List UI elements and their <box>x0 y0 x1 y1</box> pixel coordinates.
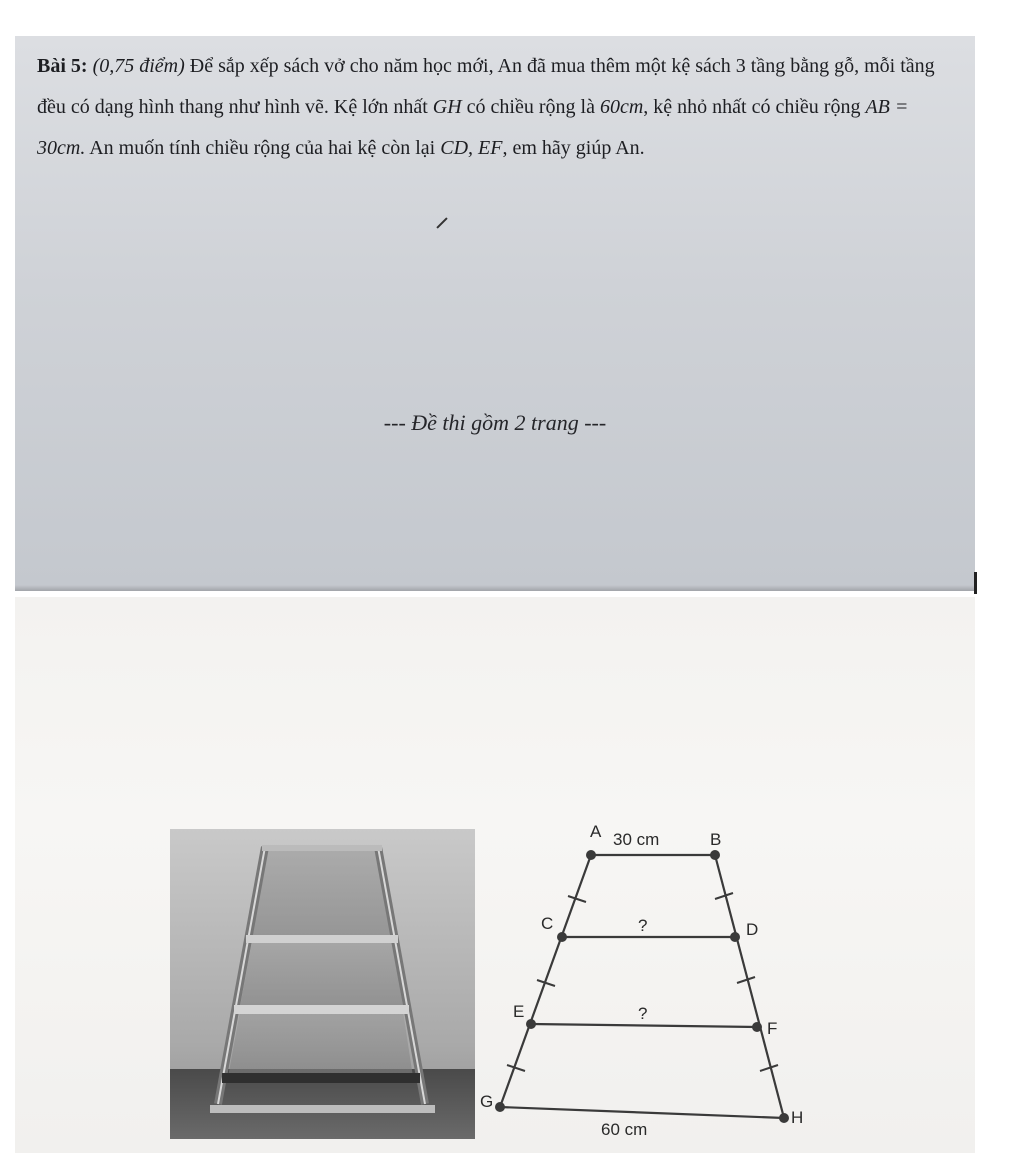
point-g <box>495 1102 505 1112</box>
term-gh: GH <box>432 96 462 118</box>
term-cd-ef: CD, EF <box>440 137 503 159</box>
trapezoid-diagram <box>475 817 835 1147</box>
page-count-note: --- Đề thi gồm 2 trang --- <box>383 410 607 435</box>
side-left <box>500 855 591 1107</box>
label-bottom-length: 60 cm <box>601 1120 648 1139</box>
label-ef-length: ? <box>638 1004 648 1023</box>
problem-seg4: An muốn tính chiều rộng của hai kệ còn lại <box>85 137 441 159</box>
side-right <box>715 855 784 1118</box>
term-ab: AB = 30cm. <box>37 96 909 159</box>
label-b: B <box>710 830 722 849</box>
bookshelf-photo <box>170 829 475 1139</box>
exam-sheet-bottom <box>15 597 975 1153</box>
problem-label: Bài 5: <box>37 55 88 77</box>
label-cd-length: ? <box>638 916 648 935</box>
point-a <box>586 850 596 860</box>
problem-points: (0,75 điểm) <box>92 55 185 77</box>
label-g: G <box>480 1092 494 1111</box>
edge-bar <box>974 572 977 594</box>
point-d <box>730 932 740 942</box>
point-c <box>557 932 567 942</box>
label-c: C <box>541 914 554 933</box>
point-f <box>752 1022 762 1032</box>
label-e: E <box>513 1002 525 1021</box>
label-a: A <box>590 822 602 841</box>
segment-ef <box>531 1024 757 1027</box>
exam-sheet-top <box>15 36 975 591</box>
point-e <box>526 1019 536 1029</box>
label-h: H <box>791 1108 804 1127</box>
pen-mark <box>436 217 447 228</box>
label-top-length: 30 cm <box>613 830 660 849</box>
problem-text <box>37 46 937 169</box>
problem-seg5: , em hãy giúp An. <box>502 137 645 159</box>
problem-seg2: có chiều rộng là <box>461 96 600 118</box>
term-60cm: 60cm <box>599 96 644 118</box>
label-d: D <box>746 920 759 939</box>
point-b <box>710 850 720 860</box>
segment-gh <box>500 1107 784 1118</box>
paper-fold-shadow <box>15 585 975 591</box>
problem-seg1: Để sắp xếp sách vở cho năm học mới, An đã mua thêm một kệ sách 3 tầng bằng gỗ, mỗi tầng đều có dạng hình thang như hình vẽ. Kệ lớn nhất <box>37 55 935 118</box>
problem-seg3: , kệ nhỏ nhất có chiều rộng <box>643 96 866 118</box>
label-f: F <box>767 1019 778 1038</box>
point-h <box>779 1113 789 1123</box>
